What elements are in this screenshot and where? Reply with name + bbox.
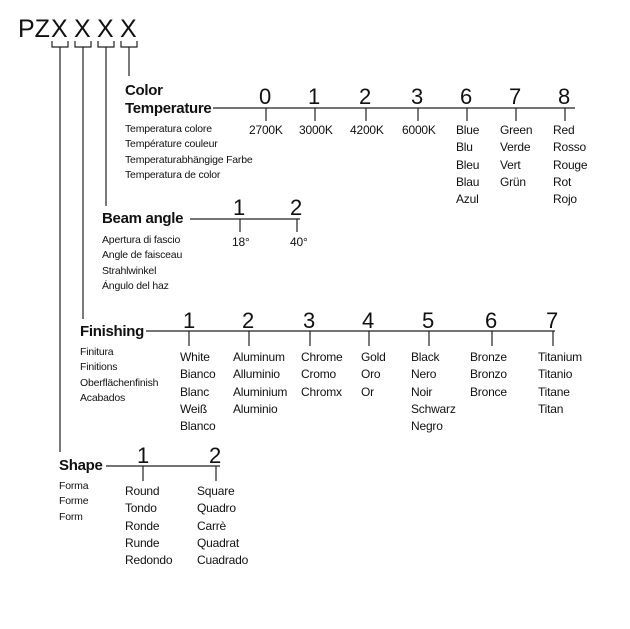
value: Redondo (125, 553, 173, 568)
value: Black (411, 350, 440, 364)
value: Ronde (125, 518, 160, 533)
code-slot-finishing: X (74, 15, 91, 43)
value: Titan (538, 401, 564, 416)
beam-angle-heading: Beam angle (102, 210, 184, 227)
code-slot-color-temperature: X (120, 15, 137, 43)
translation: Oberflächenfinish (80, 376, 159, 389)
value: Blanco (180, 419, 216, 434)
finishing-values-1 (180, 349, 216, 435)
translation: Temperatura de color (125, 168, 221, 181)
finishing-values-5 (411, 349, 456, 435)
value: Bianco (180, 367, 216, 382)
color-temperature-translations (125, 122, 253, 183)
value: Weiß (180, 401, 207, 416)
color-temp-values-8 (553, 122, 587, 208)
value: Bleu (456, 157, 480, 172)
value: 6000K (402, 123, 436, 137)
beam-angle-code-1: 1 (233, 195, 246, 220)
value: Or (361, 384, 374, 399)
color-temp-code-6: 6 (460, 84, 473, 109)
value: Cromo (301, 367, 337, 382)
code-slot-shape: X (51, 15, 68, 43)
color-temperature-heading-line2: Temperature (125, 100, 212, 117)
value: Blu (456, 140, 473, 155)
translation: Forme (59, 495, 89, 508)
beam-angle-translations (102, 233, 182, 294)
finishing-values-6 (470, 349, 507, 401)
finishing-code-7: 7 (546, 308, 559, 333)
color-temp-values-1 (299, 122, 333, 139)
translation: Apertura di fascio (102, 234, 181, 246)
value: 4200K (350, 123, 384, 137)
value: Titanium (538, 350, 582, 364)
value: Azul (456, 192, 479, 207)
value: Rouge (553, 157, 588, 172)
color-temp-code-8: 8 (558, 84, 571, 109)
value: Nero (411, 367, 437, 382)
translation: Angle de faisceau (102, 249, 183, 262)
shape-code-1: 1 (137, 443, 150, 468)
code-prefix: PZ (18, 15, 50, 43)
translation: Temperaturabhängige Farbe (125, 153, 253, 166)
translation: Finitura (80, 346, 114, 358)
shape-translations (59, 479, 88, 525)
finishing-code-6: 6 (485, 308, 498, 333)
value: Noir (411, 384, 433, 399)
value: Quadrat (197, 535, 239, 550)
beam-angle-code-2: 2 (290, 195, 303, 220)
translation: Form (59, 510, 83, 523)
value: Runde (125, 535, 160, 550)
value: Aluminium (233, 384, 288, 399)
value: 3000K (299, 123, 333, 137)
value: Round (125, 484, 160, 498)
value: Carrè (197, 518, 227, 533)
finishing-values-7 (538, 349, 582, 418)
shape-values-1 (125, 483, 172, 569)
finishing-values-2 (233, 349, 287, 418)
value: Aluminum (233, 350, 285, 364)
value: Negro (411, 419, 443, 434)
color-temp-code-7: 7 (509, 84, 522, 109)
value: Bronze (470, 350, 507, 364)
value: 2700K (249, 123, 283, 137)
code-slot-beam-angle: X (97, 15, 114, 43)
translation: Strahlwinkel (102, 264, 157, 277)
finishing-heading: Finishing (80, 323, 144, 340)
value: Tondo (125, 501, 157, 516)
value: Titane (538, 384, 570, 399)
value: 40° (290, 235, 308, 249)
value: 18° (232, 235, 250, 249)
value: Oro (361, 367, 381, 382)
value: Chrome (301, 350, 343, 364)
color-temp-code-2: 2 (359, 84, 372, 109)
beam-angle-values-2 (290, 234, 308, 251)
color-temp-code-0: 0 (259, 84, 272, 109)
color-temperature-heading-line1: Color (125, 82, 163, 99)
translation: Forma (59, 480, 89, 492)
color-temp-values-3 (402, 122, 436, 139)
translation: Finitions (80, 361, 118, 374)
value: Bronzo (470, 367, 507, 382)
finishing-translations (80, 345, 158, 406)
value: Square (197, 484, 235, 498)
translation: Acabados (80, 391, 126, 404)
value: Rot (553, 174, 572, 189)
value: Titanio (538, 367, 573, 382)
value: Bronce (470, 384, 507, 399)
value: Grün (500, 174, 526, 189)
translation: Température couleur (125, 138, 218, 151)
value: Vert (500, 157, 521, 172)
value: Blue (456, 123, 480, 137)
value: Blanc (180, 384, 210, 399)
finishing-code-4: 4 (362, 308, 375, 333)
color-temp-code-1: 1 (308, 84, 321, 109)
value: Blau (456, 174, 480, 189)
finishing-code-2: 2 (242, 308, 255, 333)
shape-heading: Shape (59, 457, 103, 474)
value: Alluminio (233, 367, 280, 382)
finishing-code-3: 3 (303, 308, 316, 333)
value: Schwarz (411, 401, 456, 416)
finishing-values-4 (361, 349, 386, 401)
finishing-code-1: 1 (183, 308, 196, 333)
value: Green (500, 123, 533, 137)
color-temp-values-7 (500, 122, 532, 191)
color-temp-values-2 (350, 122, 384, 139)
value: White (180, 350, 210, 364)
translation: Temperatura colore (125, 123, 212, 135)
value: Aluminio (233, 401, 278, 416)
value: Chromx (301, 384, 342, 399)
shape-code-2: 2 (209, 443, 222, 468)
value: Gold (361, 350, 386, 364)
value: Verde (500, 140, 531, 155)
shape-values-2 (197, 483, 248, 569)
value: Cuadrado (197, 553, 249, 568)
color-temp-values-0 (249, 122, 283, 139)
translation: Ángulo del haz (102, 279, 169, 292)
beam-angle-values-1 (232, 234, 250, 251)
finishing-code-5: 5 (422, 308, 435, 333)
value: Red (553, 123, 575, 137)
value: Rojo (553, 192, 577, 207)
color-temp-code-3: 3 (411, 84, 424, 109)
color-temp-values-6 (456, 122, 479, 208)
finishing-values-3 (301, 349, 342, 401)
value: Rosso (553, 140, 587, 155)
value: Quadro (197, 501, 236, 516)
